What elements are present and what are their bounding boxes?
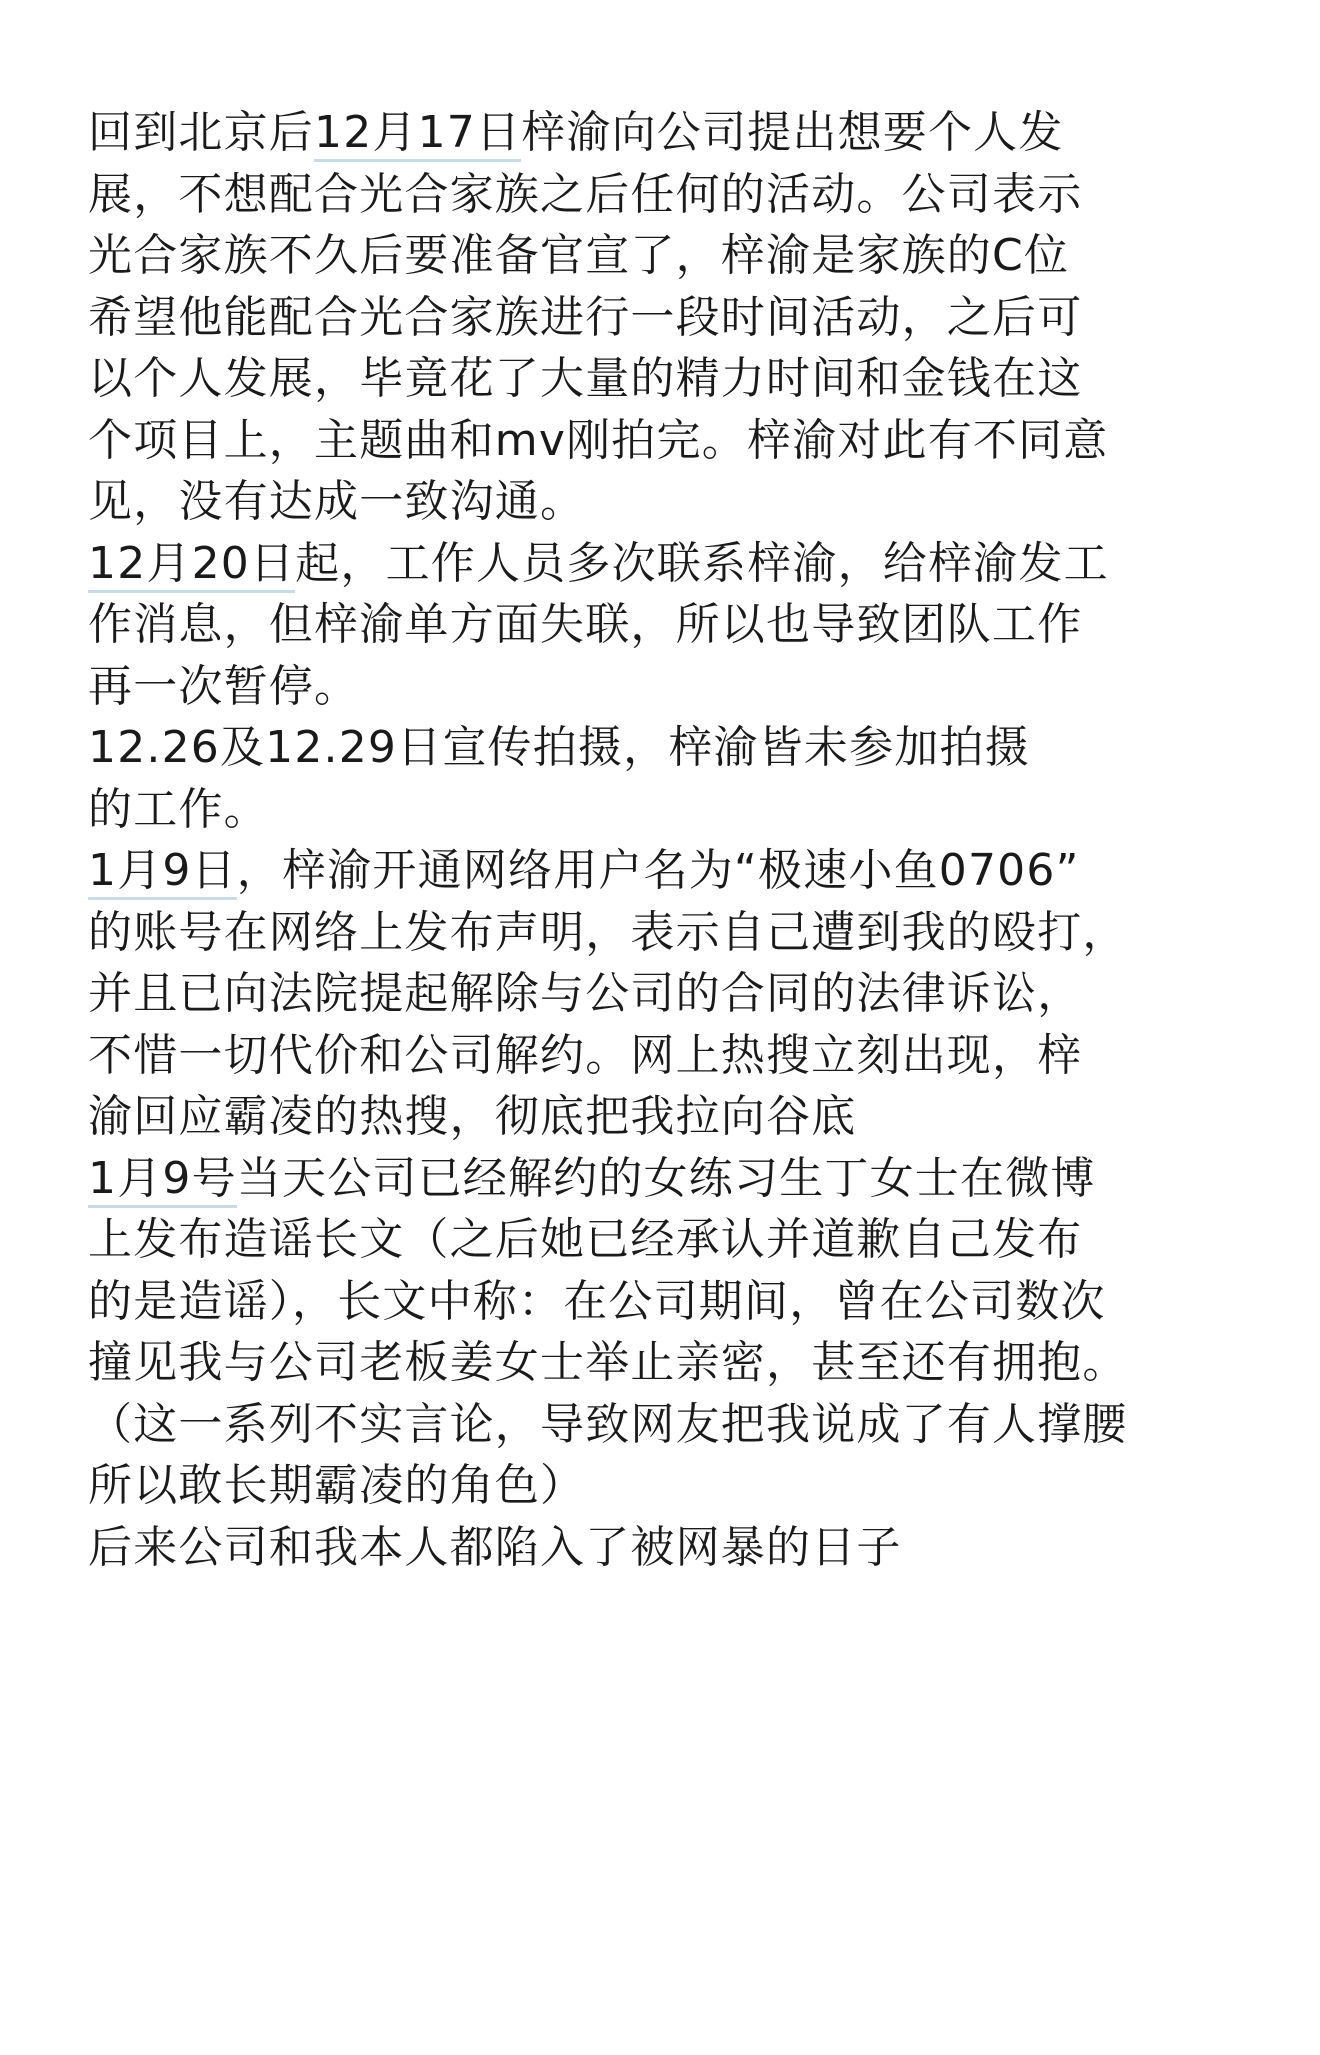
text-line: 个项目上，主题曲和mv刚拍完。梓渝对此有不同意 <box>88 414 1109 466</box>
paragraph <box>88 102 1248 533</box>
text-line: 的工作。 <box>88 783 269 835</box>
text-line: 上发布造谣长文（之后她已经承认并道歉自己发布 <box>88 1214 1083 1265</box>
text-segment: 梓渝向公司提出想要个人发 <box>521 107 1064 158</box>
text-line: 所以敢长期霸凌的角色） <box>88 1460 586 1511</box>
date-highlight: 1月9日 <box>88 845 237 900</box>
text-line <box>88 840 1248 902</box>
date-highlight: 12月17日 <box>314 107 521 162</box>
text-line: 光合家族不久后要准备官宣了，梓渝是家族的C位 <box>88 230 1070 281</box>
text-line: 渝回应霸凌的热搜，彻底把我拉向谷底 <box>88 1091 857 1142</box>
paragraph <box>88 717 1248 840</box>
text-line <box>88 717 1248 779</box>
text-line: 并且已向法院提起解除与公司的合同的法律诉讼， <box>88 968 1083 1019</box>
text-line: 希望他能配合光合家族进行一段时间活动，之后可 <box>88 291 1083 343</box>
text-segment: 起，工作人员多次联系梓渝，给梓渝发工 <box>295 537 1109 589</box>
text-segment: 当天公司已经解约的女练习生丁女士在微博 <box>236 1152 1096 1204</box>
paragraph <box>88 1517 1248 1579</box>
text-line: 的账号在网络上发布声明，表示自己遭到我的殴打， <box>88 906 1128 958</box>
text-line: 展，不想配合光合家族之后任何的活动。公司表示 <box>88 168 1083 220</box>
text-line: 不惜一切代价和公司解约。网上热搜立刻出现，梓 <box>88 1029 1083 1081</box>
statement-text <box>88 102 1248 1578</box>
text-line: 撞见我与公司老板姜女士举止亲密，甚至还有拥抱。 <box>88 1337 1128 1388</box>
text-line: 再一次暂停。 <box>88 660 360 712</box>
text-line <box>88 102 1248 164</box>
paragraph <box>88 1148 1248 1517</box>
paragraph <box>88 533 1248 718</box>
date-highlight: 12月20日 <box>88 538 295 593</box>
text-segment: 后来公司和我本人都陷入了被网暴的日子 <box>88 1521 902 1573</box>
text-line: 以个人发展，毕竟花了大量的精力时间和金钱在这 <box>88 353 1083 404</box>
text-line: 见，没有达成一致沟通。 <box>88 476 586 527</box>
text-line <box>88 1148 1248 1210</box>
paragraph <box>88 840 1248 1148</box>
text-line: 作消息，但梓渝单方面失联，所以也导致团队工作 <box>88 599 1083 650</box>
text-line: 的是造谣），长文中称：在公司期间，曾在公司数次 <box>88 1275 1106 1327</box>
text-line: （这一系列不实言论，导致网友把我说成了有人撑腰 <box>88 1398 1128 1450</box>
text-segment: 12.26及12.29日宣传拍摄，梓渝皆未参加拍摄 <box>88 722 1030 773</box>
text-line <box>88 533 1248 595</box>
date-highlight: 1月9号 <box>88 1153 237 1208</box>
text-segment: ，梓渝开通网络用户名为“极速小鱼0706” <box>236 845 1080 896</box>
text-segment: 回到北京后 <box>88 107 314 158</box>
text-line <box>88 1517 1248 1579</box>
